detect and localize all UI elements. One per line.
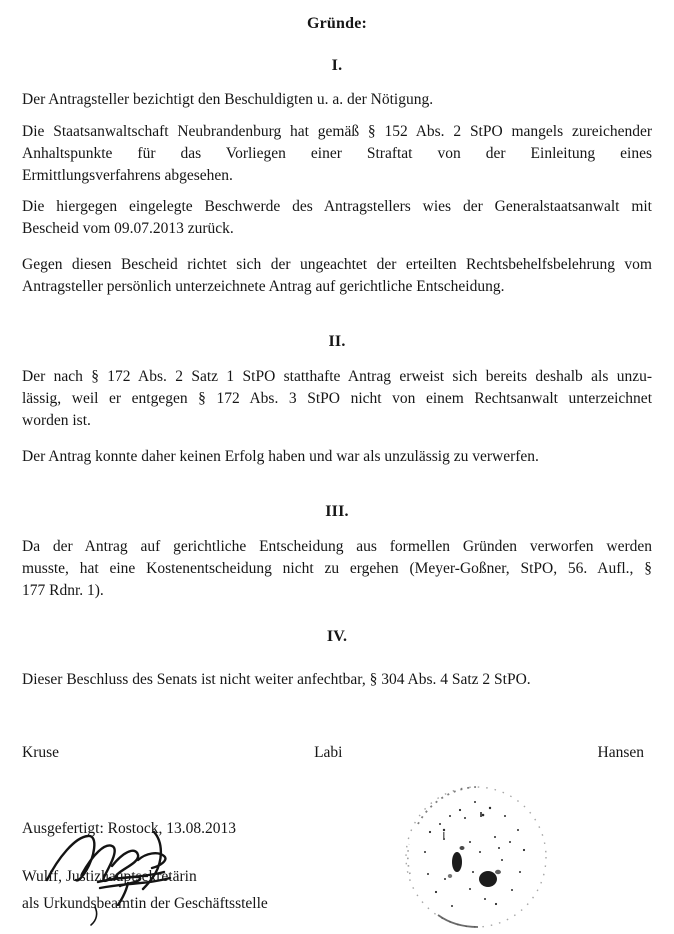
paragraph: [22, 254, 652, 298]
judge-name-kruse: Kruse: [22, 744, 60, 761]
paragraph-line: Der Antrag konnte daher keinen Erfolg haben und war als unzulässig zu verwerfen.: [22, 448, 539, 465]
paragraph-line: Die Staatsanwaltschaft Neubrandenburg hat gemäß § 152 Abs. 2 StPO mangels zureichender: [22, 123, 652, 140]
paragraph-line: lässig, weil er entgegen § 172 Abs. 3 StPO nicht von einem Rechtsanwalt unterzeichnet: [22, 390, 652, 407]
judge-name-labi: Labi: [314, 744, 343, 761]
paragraph-line: Antragsteller persönlich unterzeichnete Antrag auf gerichtliche Entscheidung.: [22, 278, 505, 295]
paragraph-line: Ermittlungsverfahrens abgesehen.: [22, 167, 233, 184]
paragraph-line: Bescheid vom 09.07.2013 zurück.: [22, 220, 234, 237]
judge-name-hansen: Hansen: [597, 744, 644, 761]
paragraph: [22, 536, 652, 602]
section-numeral-1: I.: [331, 57, 343, 74]
paragraph-line: Anhaltspunkte für das Vorliegen einer Straftat von der Einleitung eines: [22, 145, 652, 162]
page-heading: Gründe:: [306, 15, 368, 32]
paragraph-line: worden ist.: [22, 412, 91, 429]
paragraph: [22, 89, 652, 111]
attestation-clerk-role: als Urkundsbeamtin der Geschäftsstelle: [22, 895, 268, 912]
paragraph: [22, 669, 652, 691]
section-numeral-4: IV.: [326, 628, 348, 645]
paragraph: [22, 196, 652, 240]
seal-ink-blobs: [448, 846, 501, 887]
paragraph: [22, 366, 652, 432]
paragraph-line: Der Antragsteller bezichtigt den Beschuldigten u. a. der Nötigung.: [22, 91, 434, 108]
paragraph-line: Dieser Beschluss des Senats ist nicht weiter anfechtbar, § 304 Abs. 4 Satz 2 StPO.: [22, 671, 531, 688]
paragraph-line: Der nach § 172 Abs. 2 Satz 1 StPO statthafte Antrag erweist sich bereits deshalb als unzu-: [22, 368, 652, 385]
judges-signature-row: [22, 742, 644, 764]
attestation-issued-line: Ausgefertigt: Rostock, 13.08.2013: [22, 820, 236, 837]
seal-speckles: [424, 801, 525, 907]
section-numeral-2: II.: [328, 333, 346, 350]
paragraph-line: 177 Rdnr. 1).: [22, 582, 104, 599]
section-numeral-3: III.: [325, 503, 349, 520]
official-seal-stamp: [400, 782, 552, 934]
paragraph-line: Gegen diesen Bescheid richtet sich der ungeachtet der erteilten Rechtsbehelfsbelehrung vom: [22, 256, 652, 273]
paragraph-line: Da der Antrag auf gerichtliche Entscheidung aus formellen Gründen verworfen werden: [22, 538, 652, 555]
stray-pen-mark: [88, 905, 100, 927]
paragraph-line: Die hiergegen eingelegte Beschwerde des Antragstellers wies der Generalstaatsanwalt mit: [22, 198, 652, 215]
paragraph-line: musste, hat eine Kostenentscheidung nicht zu ergehen (Meyer-Goßner, StPO, 56. Aufl., §: [22, 560, 652, 577]
attestation-clerk-name: Wulff, Justizhauptsekretärin: [22, 868, 197, 885]
paragraph: [22, 121, 652, 187]
paragraph: [22, 446, 652, 468]
